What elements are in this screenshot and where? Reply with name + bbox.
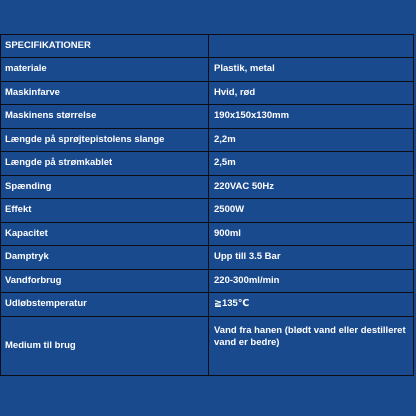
row-label: Spænding: [1, 175, 209, 199]
table-row-voltage: [1, 175, 414, 199]
table-header-label: SPECIFIKATIONER: [1, 35, 209, 58]
table-row-machine-size: [1, 105, 414, 129]
row-value: Upp till 3.5 Bar: [209, 246, 414, 270]
row-label: Maskinfarve: [1, 81, 209, 105]
row-value: 220-300ml/min: [209, 269, 414, 293]
table-row-steam-pressure: [1, 246, 414, 270]
row-label: materiale: [1, 58, 209, 82]
row-value: Plastik, metal: [209, 58, 414, 82]
row-value: 2,2m: [209, 128, 414, 152]
row-value: Vand fra hanen (blødt vand eller destilleret vand er bedre): [209, 316, 414, 375]
row-value: Hvid, rød: [209, 81, 414, 105]
table-row-machine-color: [1, 81, 414, 105]
table-row-hose-length: [1, 128, 414, 152]
row-value: 220VAC 50Hz: [209, 175, 414, 199]
row-label: Effekt: [1, 199, 209, 223]
row-value: 190x150x130mm: [209, 105, 414, 129]
specification-table: [0, 34, 414, 376]
table-row-medium: [1, 316, 414, 375]
table-row-material: [1, 58, 414, 82]
table-row-cable-length: [1, 152, 414, 176]
table-row-water-consumption: [1, 269, 414, 293]
row-value: 2,5m: [209, 152, 414, 176]
table-row-power: [1, 199, 414, 223]
row-label: Udløbstemperatur: [1, 293, 209, 317]
row-label: Medium til brug: [1, 316, 209, 375]
row-value: 900ml: [209, 222, 414, 246]
table-header-row: [1, 35, 414, 58]
table-row-outlet-temperature: [1, 293, 414, 317]
row-label: Vandforbrug: [1, 269, 209, 293]
row-label: Længde på sprøjtepistolens slange: [1, 128, 209, 152]
row-value: 2500W: [209, 199, 414, 223]
row-value: ≧135℃: [209, 293, 414, 317]
row-label: Kapacitet: [1, 222, 209, 246]
row-label: Længde på strømkablet: [1, 152, 209, 176]
table-row-capacity: [1, 222, 414, 246]
row-label: Maskinens størrelse: [1, 105, 209, 129]
row-label: Damptryk: [1, 246, 209, 270]
table-header-value: [209, 35, 414, 58]
